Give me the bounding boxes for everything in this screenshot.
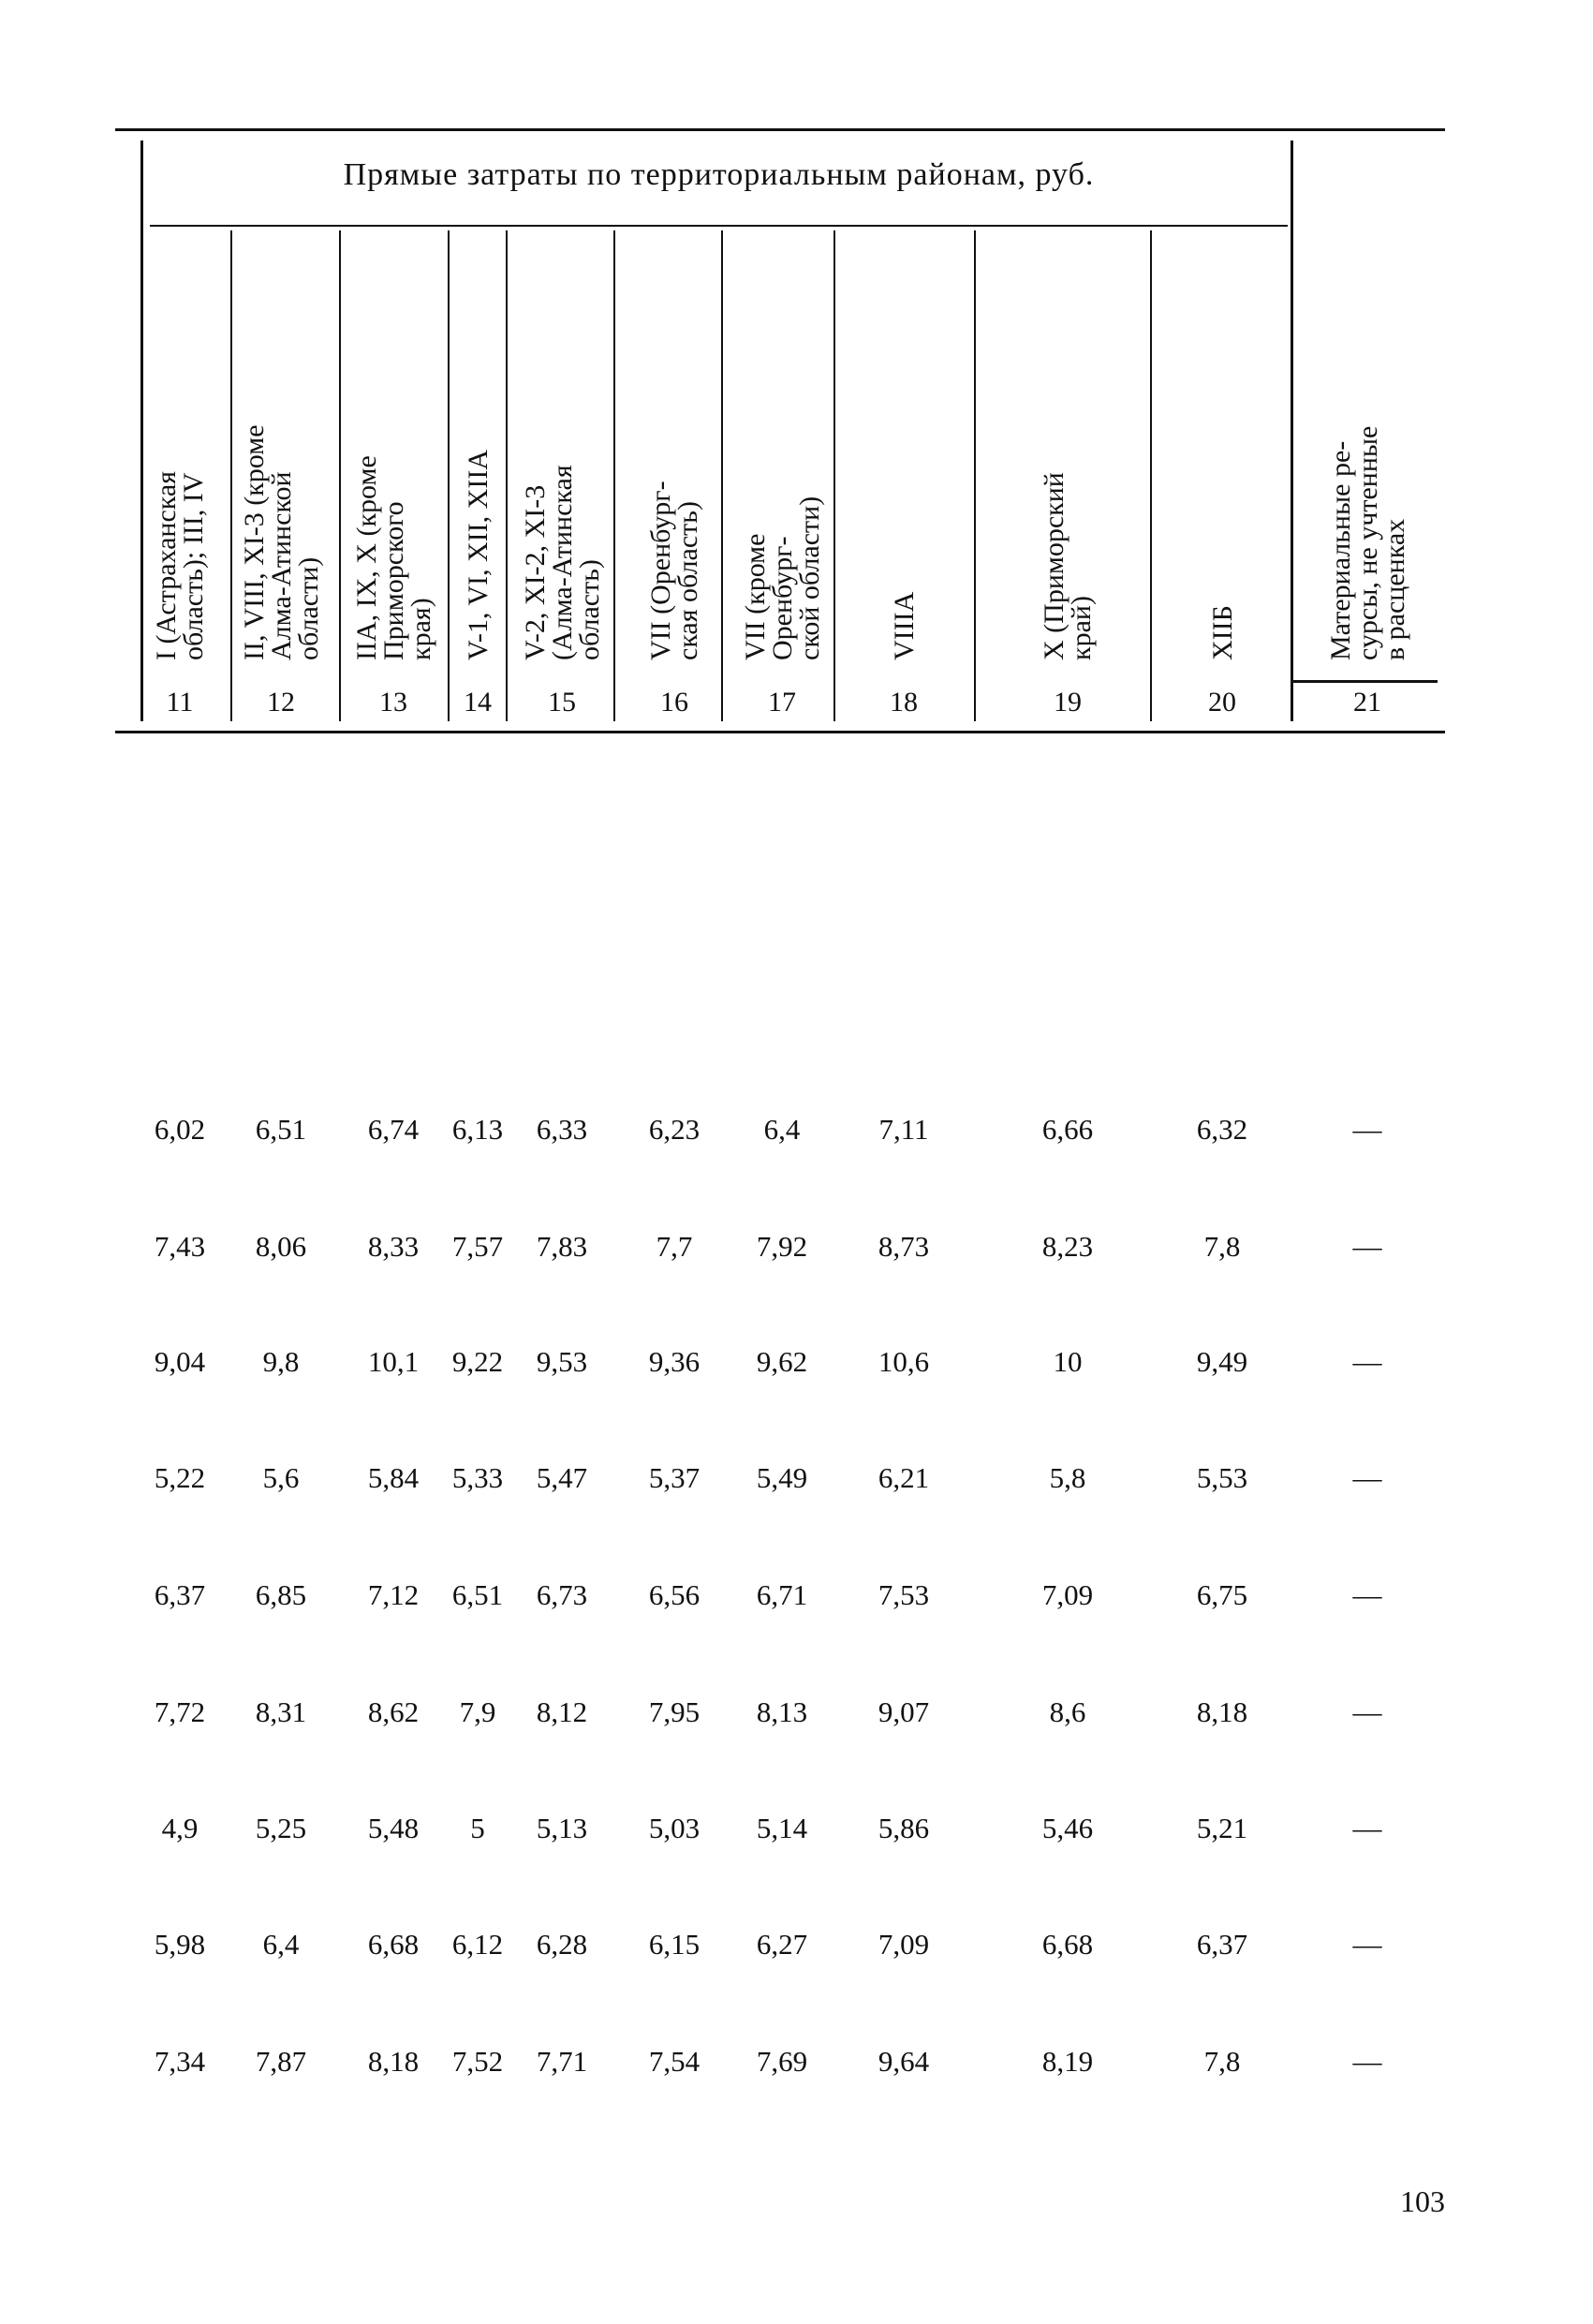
table-cell: — [1352,1578,1382,1611]
table-cell: 5,21 [1196,1812,1248,1844]
table-cell: 4,9 [161,1812,199,1844]
table-cell: 5,84 [367,1461,420,1494]
table-cell: 8,62 [367,1695,420,1728]
column-number-13: 13 [379,687,407,718]
table-cell: 5,6 [262,1461,300,1494]
table-cell: 7,8 [1203,1230,1241,1263]
table-cell: 6,74 [367,1113,420,1146]
table-cell: 8,23 [1041,1230,1094,1263]
column-separator [721,230,723,721]
table-cell: 7,83 [536,1230,588,1263]
table-cell: 8,6 [1049,1695,1086,1728]
table-cell: — [1352,1345,1382,1378]
table-cell: 5,8 [1049,1461,1086,1494]
table-cell: 6,33 [536,1113,588,1146]
column-separator [506,230,508,721]
column-number-16: 16 [660,687,688,718]
table-cell: 6,23 [648,1113,701,1146]
column-separator [613,230,615,721]
table-cell: 6,12 [451,1928,504,1961]
table-cell: 6,32 [1196,1113,1248,1146]
column-header-13 [350,455,436,660]
table-cell: 8,73 [878,1230,930,1263]
table-cell: 8,19 [1041,2045,1094,2078]
table-cell: 7,53 [878,1578,930,1611]
column-header-line: ской области) [793,496,825,660]
table-cell: 9,64 [878,2045,930,2078]
column-number-17: 17 [768,687,796,718]
table-cell: 6,56 [648,1578,701,1611]
column-header-line: Алма-Атинской [265,471,297,660]
table-cell: 10,1 [367,1345,420,1378]
table-left-border [140,141,143,721]
table-cell: 7,34 [154,2045,206,2078]
table-cell: 6,37 [154,1578,206,1611]
column-header-line: IIA, IX, X (кроме [350,455,382,660]
table-cell: 6,13 [451,1113,504,1146]
table-top-rule [115,128,1445,131]
column-header-14 [462,450,494,660]
table-cell: 7,09 [878,1928,930,1961]
column-number-19: 19 [1054,687,1082,718]
column-separator [974,230,976,721]
column-header-16 [647,481,701,660]
table-cell: 8,06 [255,1230,307,1263]
table-cell: 6,21 [878,1461,930,1494]
table-cell: 9,07 [878,1695,930,1728]
column-header-17 [739,496,825,660]
table-cell: 9,62 [756,1345,808,1378]
table-cell: 5,53 [1196,1461,1248,1494]
column-header-line: сурсы, не учтенные [1351,425,1383,660]
table-cell: 7,09 [1041,1578,1094,1611]
table-cell: 9,49 [1196,1345,1248,1378]
column-header-20 [1206,605,1238,660]
table-cell: 7,69 [756,2045,808,2078]
column-separator [230,230,232,721]
column-separator [339,230,341,721]
table-cell: 6,02 [154,1113,206,1146]
column-header-12 [238,424,324,660]
column-header-line: X (Приморский [1039,472,1069,660]
table-cell: 6,85 [255,1578,307,1611]
column-header-line: V-2, XI-2, XI-3 [519,484,551,660]
table-cell: 7,7 [656,1230,693,1263]
table-cell: 7,92 [756,1230,808,1263]
table-cell: — [1352,2045,1382,2078]
table-cell: 8,13 [756,1695,808,1728]
column-header-line: (Алма-Атинская [546,465,578,660]
table-cell: 5,48 [367,1812,420,1844]
table-cell: 7,54 [648,2045,701,2078]
table-cell: 8,12 [536,1695,588,1728]
table-cell: 9,04 [154,1345,206,1378]
table-cell: — [1352,1461,1382,1494]
column-separator [833,230,835,721]
column-separator [1150,230,1152,721]
table-cell: 6,28 [536,1928,588,1961]
column-header-line: область); III, IV [178,472,209,660]
table-group-title: Прямые затраты по территориальным районам, руб. [343,157,1095,192]
column-separator [1291,230,1292,721]
table-cell: 8,31 [255,1695,307,1728]
column-header-line: в расценках [1379,518,1410,660]
column-header-line: Приморского [377,501,409,660]
column-header-line: край) [1066,596,1097,660]
column-header-line: области) [292,556,324,660]
table-cell: — [1352,1928,1382,1961]
table-cell: 8,18 [1196,1695,1248,1728]
table-cell: 6,66 [1041,1113,1094,1146]
table-cell: 8,33 [367,1230,420,1263]
table-cell: 7,9 [459,1695,496,1728]
table-cell: 10,6 [878,1345,930,1378]
table-cell: 6,71 [756,1578,808,1611]
table-cell: — [1352,1812,1382,1844]
table-cell: 6,37 [1196,1928,1248,1961]
table-cell: 5,47 [536,1461,588,1494]
table-cell: 5,98 [154,1928,206,1961]
table-cell: 5,13 [536,1812,588,1844]
table-cell: 6,27 [756,1928,808,1961]
group-header-rule [150,225,1288,227]
column-header-19 [1040,472,1095,660]
table-cell: — [1352,1113,1382,1146]
table-cell: 6,15 [648,1928,701,1961]
table-cell: 9,22 [451,1345,504,1378]
column-header-line: VII (Оренбург- [645,481,676,660]
column-header-line: Оренбург- [766,536,798,660]
table-cell: 6,4 [763,1113,801,1146]
column-number-15: 15 [548,687,576,718]
column-header-line: I (Астраханская [151,470,182,660]
column-number-20: 20 [1208,687,1236,718]
column-header-line: края) [405,598,436,660]
table-cell: 5,22 [154,1461,206,1494]
column-header-line: область) [573,559,605,660]
column-header-21 [1324,425,1410,660]
table-cell: 7,87 [255,2045,307,2078]
table-cell: 6,51 [451,1578,504,1611]
column-number-21: 21 [1353,687,1381,718]
table-cell: 9,53 [536,1345,588,1378]
table-cell: 9,36 [648,1345,701,1378]
table-cell: 7,72 [154,1695,206,1728]
column-number-18: 18 [890,687,918,718]
table-cell: 5,86 [878,1812,930,1844]
column-header-line: XIIБ [1206,605,1238,660]
table-cell: — [1352,1230,1382,1263]
table-cell: 7,52 [451,2045,504,2078]
table-cell: 7,43 [154,1230,206,1263]
table-cell: 6,73 [536,1578,588,1611]
table-cell: 5 [470,1812,485,1844]
column-header-line: V-1, VI, XII, XIIA [462,450,494,660]
table-cell: 7,95 [648,1695,701,1728]
table-cell: 6,68 [1041,1928,1094,1961]
table-cell: 5,37 [648,1461,701,1494]
table-cell: 5,33 [451,1461,504,1494]
table-cell: 6,4 [262,1928,300,1961]
table-cell: 7,57 [451,1230,504,1263]
table-cell: 6,51 [255,1113,307,1146]
table-cell: 5,03 [648,1812,701,1844]
column-number-12: 12 [267,687,295,718]
column-header-18 [888,591,920,660]
table-cell: 7,11 [878,1113,929,1146]
table-cell: 8,18 [367,2045,420,2078]
table-cell: 7,71 [536,2045,588,2078]
column-separator [448,230,450,721]
table-cell: 9,8 [262,1345,300,1378]
column-header-line: ская область) [672,501,703,660]
table-cell: 5,25 [255,1812,307,1844]
column-header-11 [153,471,207,660]
column-number-14: 14 [464,687,492,718]
column-header-line: Материальные ре- [1324,440,1356,660]
table-cell: 5,49 [756,1461,808,1494]
table-cell: 6,68 [367,1928,420,1961]
column-header-line: II, VIII, XI-3 (кроме [238,424,270,660]
col21-header-rule [1292,680,1438,683]
table-cell: 5,14 [756,1812,808,1844]
table-cell: 5,46 [1041,1812,1094,1844]
table-cell: — [1352,1695,1382,1728]
table-cell: 10 [1053,1345,1083,1378]
column-header-line: VII (кроме [739,533,771,660]
column-number-11: 11 [166,687,194,718]
table-cell: 7,8 [1203,2045,1241,2078]
table-header-bottom-rule [115,731,1445,733]
table-cell: 7,12 [367,1578,420,1611]
column-header-line: VIIIA [888,591,920,660]
page-number: 103 [1400,2184,1445,2218]
column-header-15 [519,465,605,660]
table-cell: 6,75 [1196,1578,1248,1611]
